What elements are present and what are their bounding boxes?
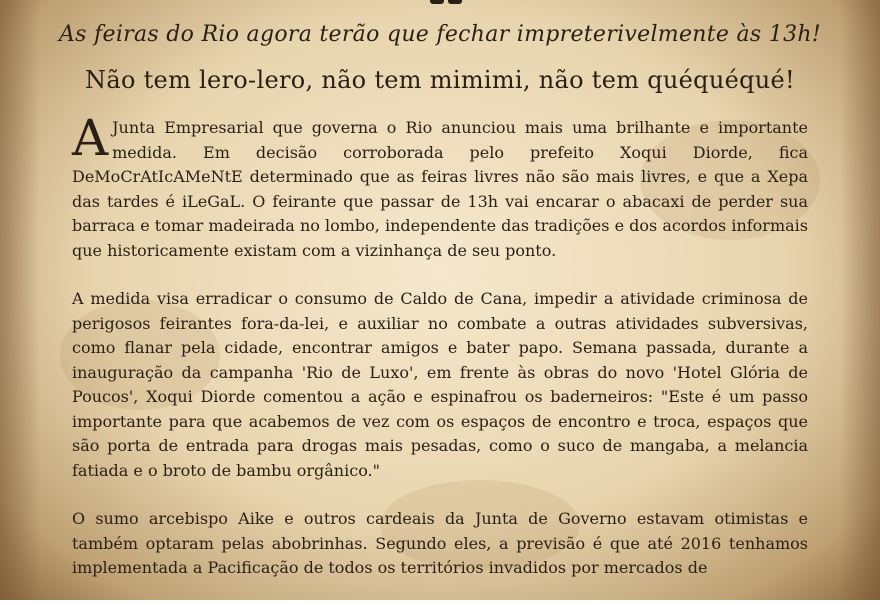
cropped-title-glyph [390,0,510,10]
drop-cap: A [72,109,109,167]
subtitle-closing-time: As feiras do Rio agora terão que fechar impreterivelmente às 13h! [58,22,821,47]
paragraph-1-text: Junta Empresarial que governa o Rio anunciou mais uma brilhante e importante medida. Em decisão corroborada pelo prefeito Xoqui Diorde, fica DeMoCrAtIcAMeNtE determinado que as feiras livres não são mais livres, e que a Xepa das tardes é iLeGaL. O feirante que passar de 13h vai encarar o abacaxi de perder sua barraca e tomar madeirada no lombo, independente das tradições e dos acordos informais que historicamente existam com a vizinhança de seu ponto. [72,118,808,260]
paragraph-2: A medida visa erradicar o consumo de Caldo de Cana, impedir a atividade criminosa de perigosos feirantes fora-da-lei, e auxiliar no combate a outras atividades subversivas, como flanar pela cidade, encontrar amigos e bater papo. Semana passada, durante a inauguração da campanha 'Rio de Luxo', em frente às obras do novo 'Hotel Glória de Poucos', Xoqui Diorde comentou a ação e espinafrou os baderneiros: "Este é um passo importante para que acabemos de vez com os espaços de encontro e troca, espaços que são porta de entrada para drogas mais pesadas, como o suco de mangaba, a melancia fatiada e o broto de bambu orgânico." [72,289,808,480]
paragraph-3: O sumo arcebispo Aike e outros cardeais da Junta de Governo estavam otimistas e também optaram pelas abobrinhas. Segundo eles, a previsão é que até 2016 tenhamos implementada a Pacificação de todos os territórios invadidos por mercados de [72,509,808,577]
subtitle-slogan: Não tem lero-lero, não tem mimimi, não tem quéquéqué! [85,66,795,94]
article-body [72,109,808,605]
paragraph-1 [72,109,808,263]
